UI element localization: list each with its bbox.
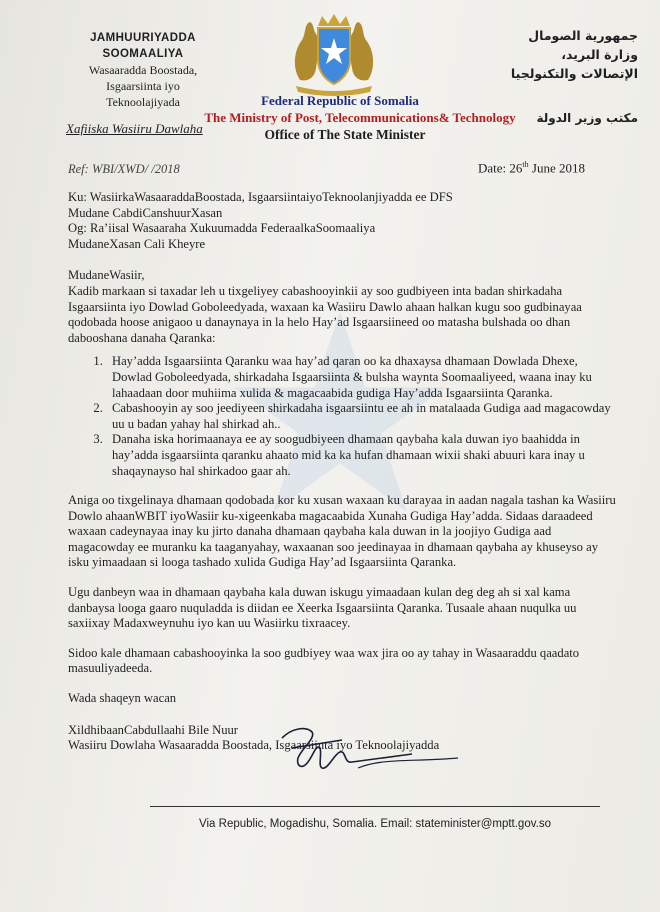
somalia-coat-of-arms-icon xyxy=(286,10,382,96)
letter-body xyxy=(68,190,616,754)
ministry-title: The Ministry of Post, Telecommunications& Technology xyxy=(204,110,516,125)
intro-paragraph: Kadib markaan si taxadar leh u tixgeliyey cabashooyinkii ay soo gudbiyeen inta badan shirkadaha Isgaarsiinta iyo Dowlad Goboleedyada, waxaan ka Wasiiru Dawlo ahaan halkan kugu soo gudbinayaa qodobada hoose anigaoo u danaynaya in la helo Hay’ad Isgaarsiineed oo matasha bulshada oo dhan dabooshana danaha Qaranka: xyxy=(68,283,582,345)
office-somali-title: Xafiiska Wasiiru Dawlaha xyxy=(66,121,203,136)
signer-name: XildhibaanCabdullaahi Bile Nuur xyxy=(68,722,238,737)
recipient-line: Og: Ra’iisal Wasaaraha Xukuumadda FederaalkaSoomaaliya xyxy=(68,221,376,236)
header-left-line: JAMHUURIYADDA xyxy=(90,32,196,44)
header-left-line: SOOMAALIYA xyxy=(102,48,184,60)
body-paragraph: Aniga oo tixgelinaya dhamaan qodobada kor ku xusan waxaan ku darayaa in aadan nagala tashan ka Wasiiru Dowlo ahaanWBIT iyoWasiir ku-xigeenkaba magacaabida Xunaha Gudiga Hay’adda. Sidaas daraadeed waxaan cadeynayaa inay ku jirto danaha dhamaan qaybaha kala duwan in la joojiyo Gudiga aad magacowday ee muranku ka taaganyahay, waxaanan soo jeedinayaa in dhamaan qaybaha ay khuseyso ay isku yimaadaan si looga tashado xulida Gudiga Hay’ad Isgaarsiinta Qaranka. xyxy=(68,493,616,570)
letter-date: Date: 26th June 2018 xyxy=(478,160,585,176)
header-left-line: Isgaarsiinta iyo xyxy=(106,79,180,93)
recipient-line: Mudane CabdiCanshuurXasan xyxy=(68,205,223,220)
recipient-line: Ku: WasiirkaWasaaraddaBoostada, IsgaarsiintaiyoTeknoolanjiyadda ee DFS xyxy=(68,190,453,204)
header-left-somali xyxy=(68,30,218,110)
footer-divider xyxy=(150,806,600,807)
points-list xyxy=(68,354,616,479)
footer-contact: Via Republic, Mogadishu, Somalia. Email: stateminister@mptt.gov.so xyxy=(199,818,551,830)
list-item: 2. Cabashooyin ay soo jeediyeen shirkadaha isgaarsiintu ee ah in matalaada Gudiga aad magacowday uu u badan yahay hal shirkad ah.. xyxy=(106,401,616,432)
header-left-line: Wasaaradda Boostada, xyxy=(88,63,198,77)
header-left-line: Teknoolajiyada xyxy=(106,95,180,109)
list-item: 3. Danaha iska horimaanaya ee ay soogudbiyeen dhamaan qaybaha kala duwan iyo baahidda in hay’adda isgaarsiinta qaranku ahaato mid ka ka hufan dhamaan wixii shaki abuuri kara inay u shaqaynayso hal shirkadoo gaar ah. xyxy=(106,432,616,479)
signer-title: Wasiiru Dowlaha Wasaaradda Boostada, Isgaarsiinta iyo Teknoolajiyadda xyxy=(68,738,440,753)
reference-number: Ref: WBI/XWD/ /2018 xyxy=(68,162,180,176)
header-right-line: وزارة البريد، xyxy=(561,47,638,62)
header-right-line: جمهورية الصومال xyxy=(528,28,638,43)
handwritten-signature xyxy=(262,718,462,788)
closing-line: Wada shaqeyn wacan xyxy=(68,691,177,706)
office-title: Office of The State Minister xyxy=(264,127,426,142)
header-right-line: الإتصالات والتكنولجيا xyxy=(510,66,638,81)
body-paragraph: Ugu danbeyn waa in dhamaan qaybaha kala duwan iskugu yimaadaan kulan deg deg ah si xal kama danbaysa looga gaaro nuquladda is diidan ee Xeerka Isgaarsiinta Qaranka. Tusaale ahaan nuqulka uu saxiixay Madaxweynuhu iyo kan uu Wasiirku tixraacey. xyxy=(68,585,577,631)
recipient-line: MudaneXasan Cali Kheyre xyxy=(68,236,206,251)
list-item: 1. Hay’adda Isgaarsiinta Qaranku waa hay’ad qaran oo ka dhaxaysa dhamaan Dowlada Dhexe, Dowlad Goboleedyada, shirkadaha Isgaarsiinta & bulsha waynta Soomaaliyeed, waana inay ku lahaadaan door muhiima xulida & magacaabida gudiga Hay’adda Isgaarsiinta Qaranka. xyxy=(106,354,616,401)
salutation: MudaneWasiir, xyxy=(68,268,145,283)
federal-republic-title: Federal Republic of Somalia xyxy=(261,93,419,108)
recipients-block xyxy=(68,190,616,252)
header-right-line: مكتب وزير الدولة xyxy=(536,111,638,125)
body-paragraph: Sidoo kale dhamaan cabashooyinka la soo gudbiyey waa wax jira oo ay tahay in Wasaaraddu qaadato masuuliyadeeda. xyxy=(68,645,580,676)
